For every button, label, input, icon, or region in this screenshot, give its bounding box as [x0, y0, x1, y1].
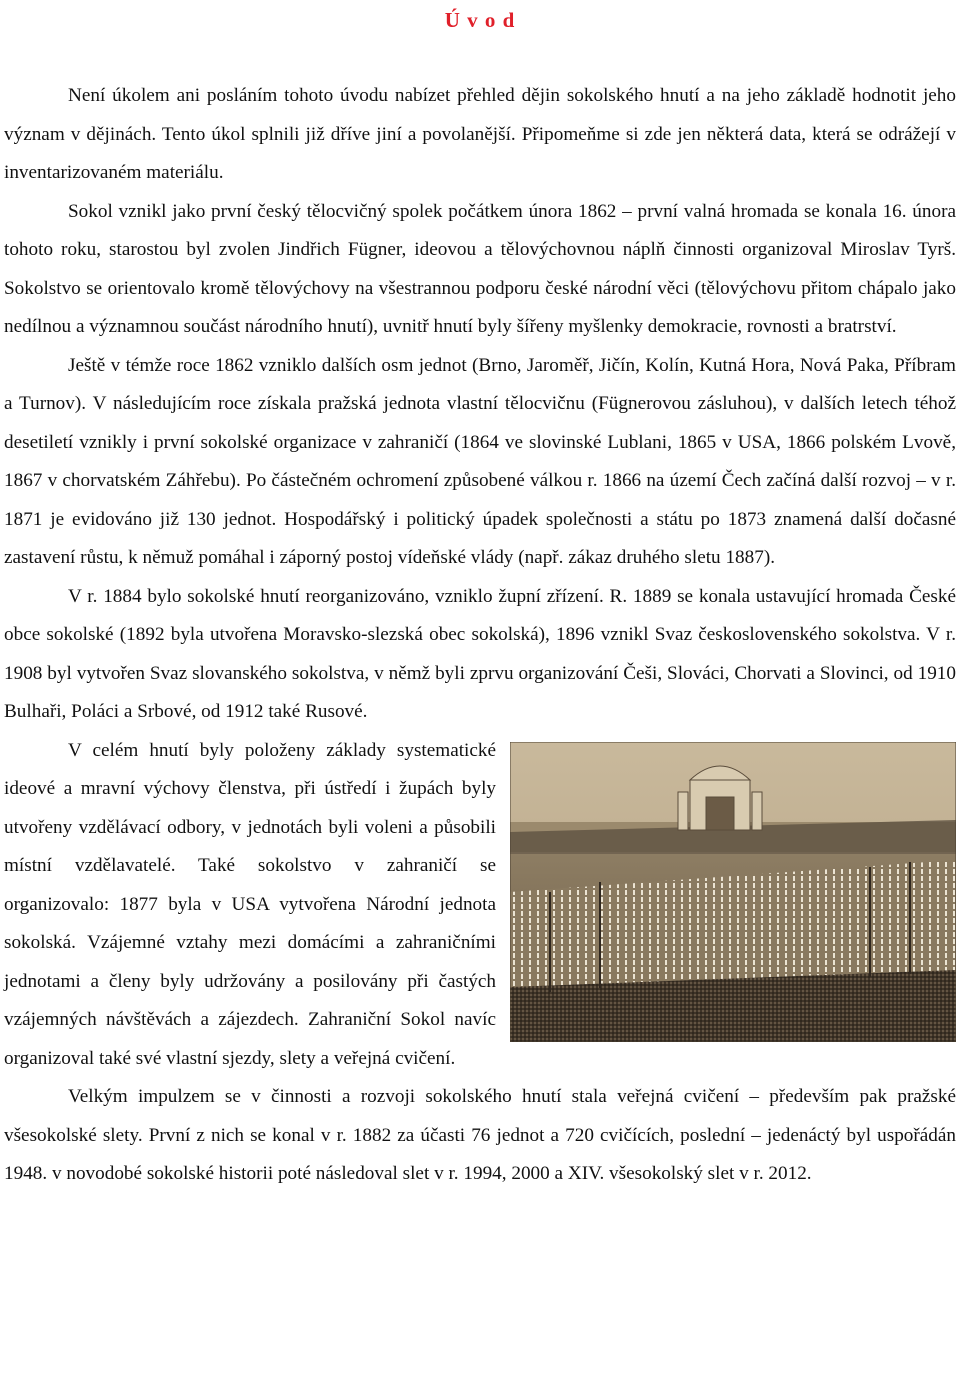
paragraph-reorganization: V r. 1884 bylo sokolské hnutí reorganizováno, vzniklo župní zřízení. R. 1889 se konala ustavující hromada České obce sokolské (1892 byla utvořena Moravsko-slezská obec sokolská), 1896 vznikl Svaz československého sokolstva. V r. 1908 byl vytvořen Svaz slovanského sokolstva, v němž byli zprvu organizování Češi, Slováci, Chorvati a Slovinci, od 1910 Bulhaři, Poláci a Srbové, od 1912 také Rusové. — [4, 585, 956, 722]
paragraph-slets: Velkým impulzem se v činnosti a rozvoji sokolského hnutí stala veřejná cvičení – především pak pražské všesokolské slety. První z nich se konal v r. 1882 za účasti 76 jednot a 720 cvičících, poslední – jedenáctý byl uspořádán 1948. v novodobé sokolské historii poté následoval slet v r. 1994, 2000 a XIV. všesokolský slet v r. 2012. — [4, 1086, 956, 1184]
paragraph-expansion: Ještě v témže roce 1862 vzniklo dalších osm jednot (Brno, Jaroměř, Jičín, Kolín, Kutná Hora, Nová Paka, Příbram a Turnov). V následujícím roce získala pražská jednota vlastní tělocvičnu (Fügnerovou zásluhou), v dalších letech téhož desetiletí vznikly i první sokolské organizace v zahraničí (1864 ve slovinské Lublani, 1865 v USA, 1866 polském Lvově, 1867 v chorvatském Záhřebu). Po částečném ochromení způsobené válkou r. 1866 na území Čech začíná další rozvoj – v r. 1871 je evidováno již 130 jednot. Hospodářský i politický úpadek společnosti a státu po 1873 znamená další dočasné zastavení růstu, k němuž pomáhal i záporný postoj vídeňské vlády (např. zákaz druhého sletu 1887). — [4, 354, 956, 568]
paragraph-intro: Není úkolem ani posláním tohoto úvodu nabízet přehled dějin sokolského hnutí a na jeho základě hodnotit jeho význam v dějinách. Tento úkol splnili již dříve jiní a povolanější. Připomeňme si zde jen některá data, která se odrážejí v inventarizovaném materiálu. — [4, 85, 956, 183]
slet-photograph — [510, 742, 956, 1042]
paragraph-education: V celém hnutí byly položeny základy systematické ideové a mravní výchovy členstva, při ústředí i župách byly utvořeny vzdělávací odbory, v jednotách byli voleni a působili místní vzdělavatelé. Také sokolstvo v zahraničí se organizovalo: 1877 byla v USA vytvořena Národní jednota sokolská. Vzájemné vztahy mezi domácími a zahraničními jednotami a členy byly udržovány a posilovány při častých vzájemných návštěvách a zájezdech. Zahraniční Sokol navíc organizoval také své vlastní sjezdy, slety a veřejná cvičení. — [4, 739, 496, 1069]
paragraph-founding: Sokol vznikl jako první český tělocvičný spolek počátkem února 1862 – první valná hromada se konala 16. února tohoto roku, starostou byl zvolen Jindřich Fügner, ideovou a tělovýchovnou náplň činnosti organizoval Miroslav Tyrš. Sokolstvo se orientovalo kromě tělovýchovy na všestrannou podporu české národní věci (tělovýchovu přitom chápalo jako nedílnou a významnou součást národního hnutí), uvnitř hnutí byly šířeny myšlenky demokracie, rovnosti a bratrství. — [4, 200, 956, 337]
page-title: Ú v o d — [444, 8, 516, 32]
stadium-photo-image — [510, 742, 956, 1042]
